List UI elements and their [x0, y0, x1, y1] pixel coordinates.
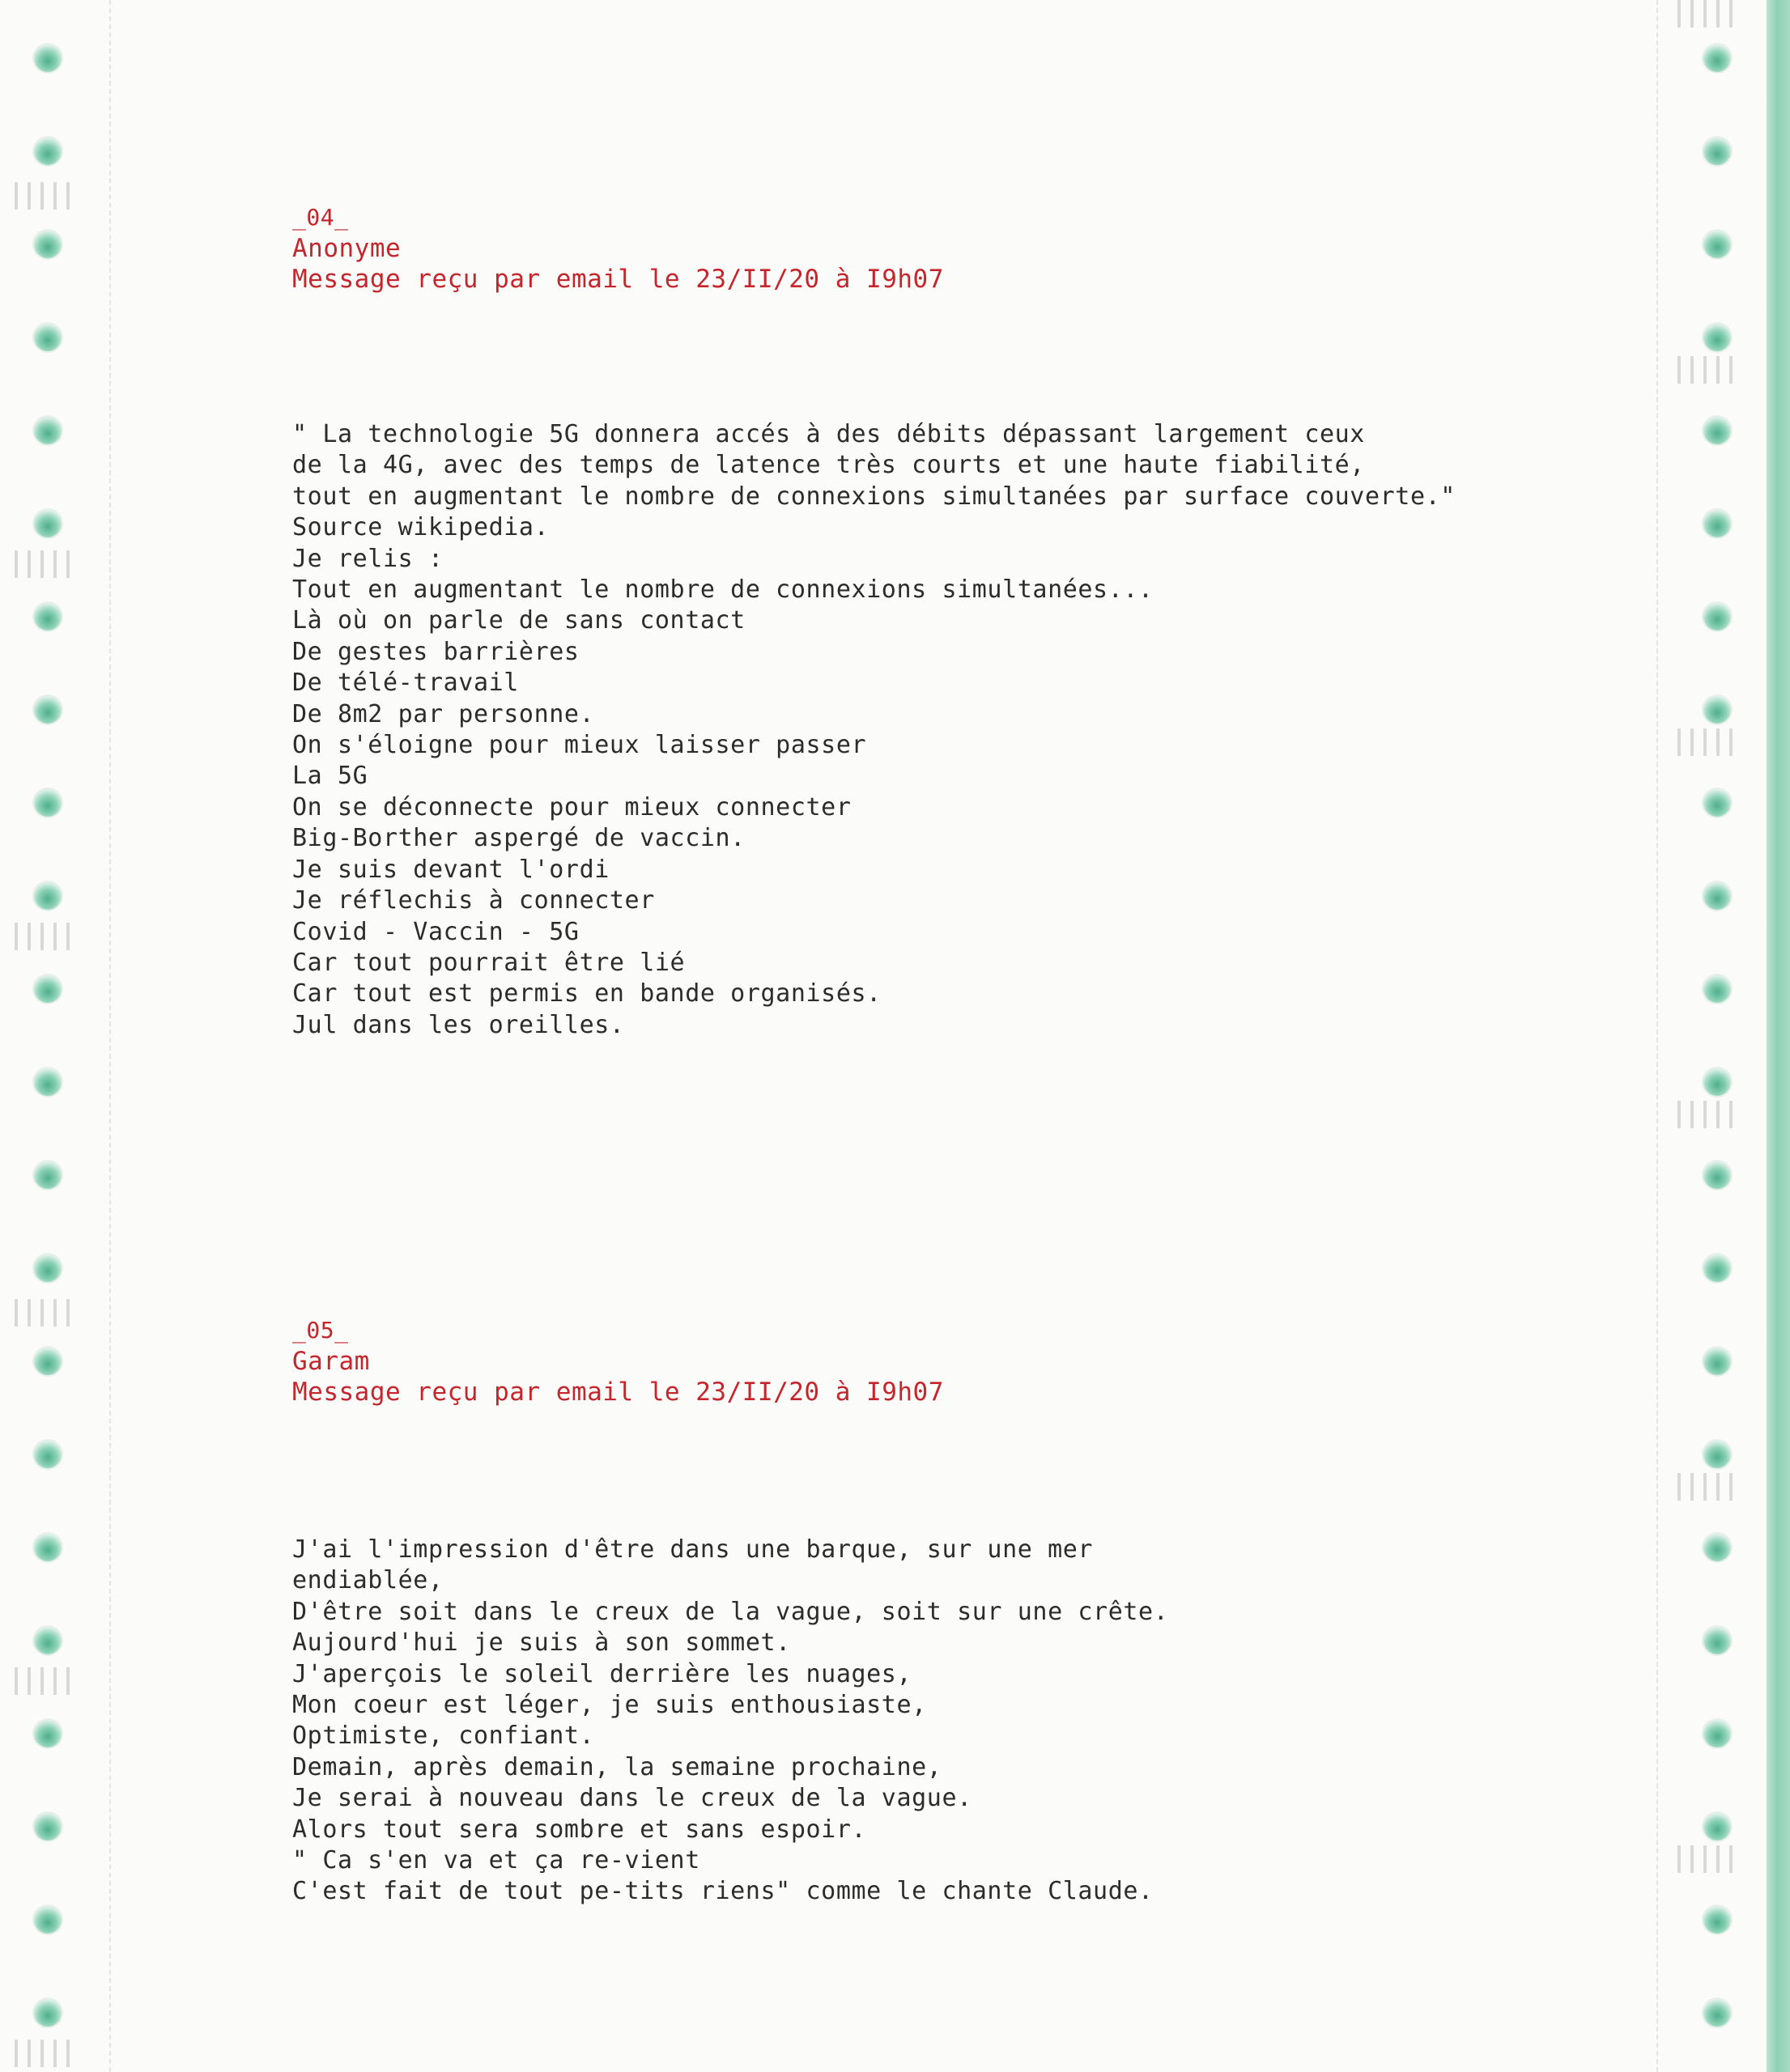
text-line: De 8m2 par personne.: [292, 699, 595, 728]
entry-received-date: Message reçu par email le 23/II/20 à I9h07: [292, 1378, 944, 1407]
sprocket-hole-right: [1703, 1720, 1731, 1747]
sprocket-hole-left: [34, 1627, 62, 1654]
text-line: De télé-travail: [292, 669, 519, 698]
text-line: Covid - Vaccin - 5G: [292, 917, 580, 946]
sprocket-hole-right: [1703, 1255, 1731, 1282]
perforation-mark: [15, 1667, 71, 1695]
perforation-mark: [1677, 1473, 1734, 1501]
text-line: Car tout pourrait être lié: [292, 948, 686, 977]
text-line: Je suis devant l'ordi: [292, 855, 610, 884]
sprocket-hole-left: [34, 975, 62, 1003]
text-line: C'est fait de tout pe-tits riens" comme le chante Claude.: [292, 1877, 1154, 1906]
sprocket-hole-right: [1703, 1906, 1731, 1934]
sprocket-hole-left: [34, 696, 62, 724]
text-line: Je réflechis à connecter: [292, 886, 655, 915]
sprocket-hole-right: [1703, 696, 1731, 724]
sprocket-hole-right: [1703, 1161, 1731, 1189]
sprocket-hole-left: [34, 1999, 62, 2027]
text-line: La 5G: [292, 762, 368, 791]
sprocket-hole-left: [34, 1906, 62, 1934]
sprocket-hole-left: [34, 1348, 62, 1375]
perforation-mark: [15, 2040, 71, 2067]
text-line: J'ai l'impression d'être dans une barque, sur une mer: [292, 1535, 1094, 1564]
perforation-mark: [15, 923, 71, 950]
text-line: On se déconnecte pour mieux connecter: [292, 792, 852, 822]
sprocket-hole-right: [1703, 510, 1731, 537]
sprocket-hole-left: [34, 1813, 62, 1841]
entry-04: [292, 202, 944, 295]
sprocket-hole-left: [34, 1255, 62, 1282]
entry-author: Garam: [292, 1347, 370, 1376]
text-line: tout en augmentant le nombre de connexions simultanées par surface couverte.": [292, 482, 1456, 511]
sprocket-hole-left: [34, 1441, 62, 1468]
entry-received-date: Message reçu par email le 23/II/20 à I9h07: [292, 265, 944, 294]
text-line: Car tout est permis en bande organisés.: [292, 979, 882, 1008]
sprocket-hole-left: [34, 789, 62, 817]
sprocket-hole-left: [34, 882, 62, 910]
sprocket-hole-right: [1703, 975, 1731, 1003]
sprocket-hole-left: [34, 45, 62, 72]
text-line: Là où on parle de sans contact: [292, 606, 746, 635]
sprocket-hole-right: [1703, 1999, 1731, 2027]
sprocket-hole-left: [34, 1534, 62, 1561]
text-line: Optimiste, confiant.: [292, 1722, 595, 1751]
perforation-mark: [1677, 1845, 1734, 1873]
sprocket-hole-right: [1703, 1534, 1731, 1561]
text-line: Aujourd'hui je suis à son sommet.: [292, 1628, 791, 1658]
text-line: Jul dans les oreilles.: [292, 1010, 625, 1039]
perforation-mark: [1677, 1101, 1734, 1128]
sprocket-hole-right: [1703, 882, 1731, 910]
text-line: Je relis :: [292, 544, 444, 573]
sprocket-hole-right: [1703, 417, 1731, 444]
perforation-mark: [15, 550, 71, 578]
text-line: Alors tout sera sombre et sans espoir.: [292, 1815, 867, 1844]
sprocket-hole-right: [1703, 603, 1731, 631]
sprocket-hole-left: [34, 1068, 62, 1096]
sprocket-hole-right: [1703, 1627, 1731, 1654]
entry-author: Anonyme: [292, 234, 402, 263]
text-line: Je serai à nouveau dans le creux de la vague.: [292, 1784, 972, 1813]
sprocket-hole-left: [34, 510, 62, 537]
perforation-mark: [1677, 0, 1734, 28]
text-line: Demain, après demain, la semaine prochaine,: [292, 1752, 942, 1781]
sprocket-hole-right: [1703, 45, 1731, 72]
perforation-mark: [15, 182, 71, 210]
entry-05-text: [292, 1535, 1168, 1908]
paper-edge: [1767, 0, 1790, 2072]
text-line: Mon coeur est léger, je suis enthousiaste,: [292, 1691, 927, 1720]
text-line: J'aperçois le soleil derrière les nuages,: [292, 1659, 912, 1688]
sprocket-hole-right: [1703, 1441, 1731, 1468]
sprocket-hole-right: [1703, 1348, 1731, 1375]
sprocket-hole-right: [1703, 1068, 1731, 1096]
perforation-mark: [1677, 356, 1734, 384]
entry-04-text: [292, 419, 1456, 1041]
entry-05: [292, 1315, 944, 1408]
left-tractor-strip: [0, 0, 111, 2072]
sprocket-hole-right: [1703, 324, 1731, 351]
right-tractor-strip: [1656, 0, 1779, 2072]
perforation-mark: [15, 1299, 71, 1327]
text-line: endiablée,: [292, 1566, 444, 1595]
sprocket-hole-left: [34, 1720, 62, 1747]
sprocket-hole-left: [34, 138, 62, 165]
perforation-mark: [1677, 728, 1734, 756]
text-line: Big-Borther aspergé de vaccin.: [292, 824, 746, 853]
sprocket-hole-left: [34, 417, 62, 444]
text-line: de la 4G, avec des temps de latence très courts et une haute fiabilité,: [292, 451, 1365, 480]
text-line: D'être soit dans le creux de la vague, soit sur une crête.: [292, 1597, 1169, 1626]
text-line: Source wikipedia.: [292, 513, 550, 542]
entry-number: _05_: [292, 1317, 349, 1344]
text-line: De gestes barrières: [292, 637, 580, 666]
sprocket-hole-right: [1703, 231, 1731, 258]
sprocket-hole-right: [1703, 789, 1731, 817]
sprocket-hole-right: [1703, 138, 1731, 165]
entry-number: _04_: [292, 204, 349, 231]
sprocket-hole-left: [34, 231, 62, 258]
sprocket-hole-left: [34, 324, 62, 351]
sprocket-hole-right: [1703, 1813, 1731, 1841]
text-line: Tout en augmentant le nombre de connexions simultanées...: [292, 575, 1154, 605]
sprocket-hole-left: [34, 1161, 62, 1189]
text-line: On s'éloigne pour mieux laisser passer: [292, 731, 867, 760]
sprocket-hole-left: [34, 603, 62, 631]
text-line: " Ca s'en va et ça re-vient: [292, 1846, 700, 1875]
text-line: " La technologie 5G donnera accés à des débits dépassant largement ceux: [292, 420, 1365, 448]
